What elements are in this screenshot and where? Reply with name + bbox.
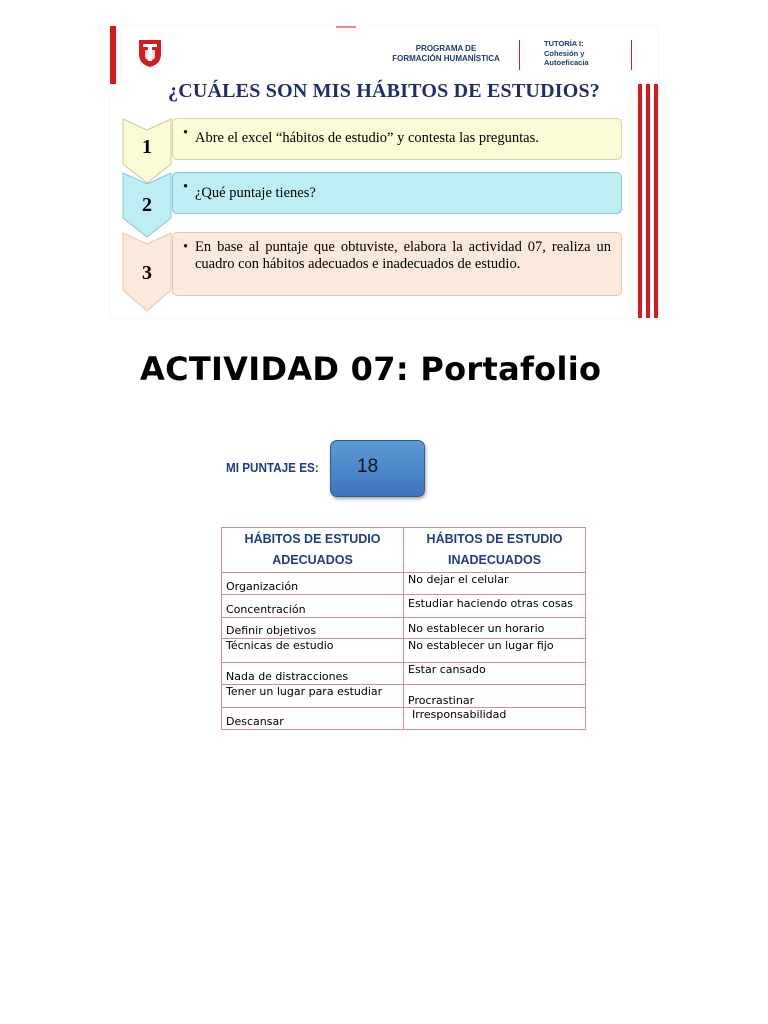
- activity-title: ACTIVIDAD 07: Portafolio: [140, 350, 602, 388]
- adequate-habit: Concentración: [222, 595, 404, 618]
- header-divider: [631, 40, 632, 70]
- adequate-habit: Definir objetivos: [222, 618, 404, 639]
- header-adequate-line-2: ADECUADOS: [272, 553, 353, 567]
- step-number: 1: [142, 136, 152, 158]
- tutoria-heading: [544, 39, 614, 68]
- table-row: [222, 639, 586, 663]
- adequate-habit: Organización: [222, 573, 404, 595]
- step-text: • ¿Qué puntaje tienes?: [172, 172, 622, 214]
- slide-title: ¿CUÁLES SON MIS HÁBITOS DE ESTUDIOS?: [168, 80, 600, 102]
- top-accent-line: [336, 26, 356, 28]
- red-stripes-decoration: [638, 84, 658, 318]
- table-row: [222, 708, 586, 730]
- inadequate-habit: Irresponsabilidad: [404, 708, 586, 730]
- inadequate-habit: No establecer un lugar fijo: [404, 639, 586, 663]
- step-text: • En base al puntaje que obtuviste, elabora la actividad 07, realiza un cuadro con hábitos adecuados e inadecuados de estudio.: [172, 232, 622, 296]
- adequate-habit: Técnicas de estudio: [222, 639, 404, 663]
- tutoria-line-3: Autoeficacia: [544, 58, 589, 67]
- adequate-habit: Tener un lugar para estudiar: [222, 685, 404, 708]
- header-inadequate-line-1: HÁBITOS DE ESTUDIO: [426, 532, 563, 546]
- adequate-habit: Nada de distracciones: [222, 663, 404, 685]
- header-divider: [519, 40, 520, 70]
- table-row: [222, 595, 586, 618]
- university-shield-logo: [137, 38, 163, 68]
- inadequate-habit: Estar cansado: [404, 663, 586, 685]
- table-row: [222, 663, 586, 685]
- header-adequate-line-1: HÁBITOS DE ESTUDIO: [244, 532, 381, 546]
- inadequate-habit: No establecer un horario: [404, 618, 586, 639]
- table-header-row: [222, 528, 586, 573]
- table-row: [222, 573, 586, 595]
- score-value: 18: [357, 456, 379, 477]
- inadequate-habit: Procrastinar: [404, 685, 586, 708]
- header-inadequate-line-2: INADECUADOS: [447, 553, 542, 567]
- score-box: [330, 440, 425, 497]
- inadequate-habit: Estudiar haciendo otras cosas: [404, 595, 586, 618]
- adequate-habit: Descansar: [222, 708, 404, 730]
- inadequate-habit: No dejar el celular: [404, 573, 586, 595]
- step-3: [122, 232, 622, 312]
- table-row: [222, 685, 586, 708]
- program-heading: [384, 44, 508, 64]
- habits-table: [221, 527, 586, 730]
- tutoria-line-1: TUTORÍA I:: [544, 39, 584, 48]
- program-line-1: PROGRAMA DE: [415, 44, 477, 53]
- step-number: 3: [142, 262, 152, 284]
- score-label: MI PUNTAJE ES:: [226, 460, 319, 475]
- header-inadequate: [404, 528, 586, 573]
- table-row: [222, 618, 586, 639]
- step-number: 2: [142, 194, 152, 216]
- step-text: • Abre el excel “hábitos de estudio” y contesta las preguntas.: [172, 118, 622, 160]
- step-2: [122, 172, 622, 238]
- tutoria-line-2: Cohesión y: [544, 48, 585, 58]
- header-adequate: [222, 528, 404, 573]
- red-side-bar: [110, 26, 116, 84]
- program-line-2: FORMACIÓN HUMANÍSTICA: [392, 54, 500, 63]
- tutoria-slide: [110, 26, 658, 318]
